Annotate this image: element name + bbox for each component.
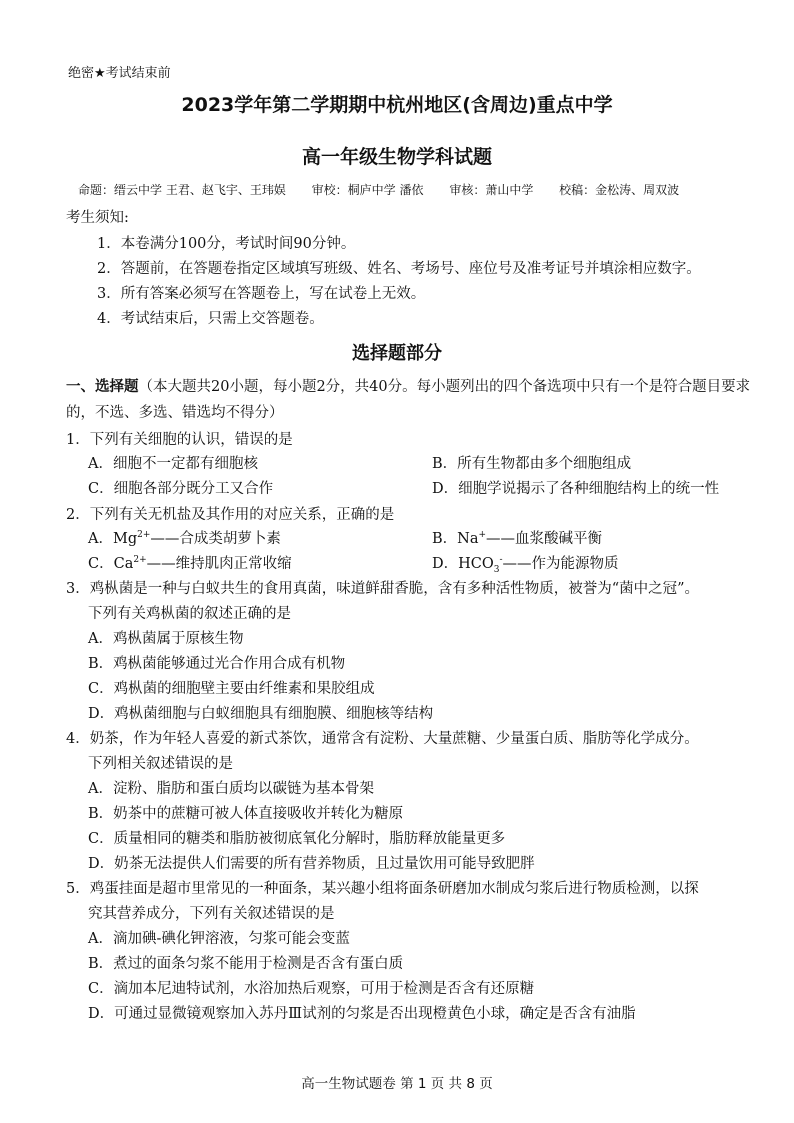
option-d: D．可通过显微镜观察加入苏丹Ⅲ试剂的匀浆是否出现橙黄色小球，确定是否含有油脂 (88, 1006, 636, 1022)
question-stem-cont: 究其营养成分，下列有关叙述错误的是 (88, 906, 335, 922)
question-stem: 3．鸡枞菌是一种与白蚁共生的食用真菌，味道鲜甜香脆，含有多种活性物质，被誉为“菌中之冠”。 (66, 581, 700, 597)
notice-heading: 考生须知: (66, 210, 129, 226)
notice-item: 2．答题前，在答题卷指定区域填写班级、姓名、考场号、座位号及准考证号并填涂相应数字。 (97, 261, 701, 277)
option-d: D．$HCO_3^-——$作为能源物质 (432, 555, 619, 575)
question-stem-cont: 下列相关叙述错误的是 (88, 756, 233, 772)
author-reviewer: 审校：桐庐中学 潘依 (311, 183, 424, 197)
author-proofreader: 校稿：金松涛、周双波 (559, 183, 680, 197)
notice-item: 4．考试结束后，只需上交答题卷。 (97, 311, 324, 327)
question-stem: 2．下列有关无机盐及其作用的对应关系，正确的是 (66, 507, 395, 523)
option-c: C．细胞各部分既分工又合作 (88, 481, 274, 497)
option-a: A．$Mg^{2+}——$合成类胡萝卜素 (88, 530, 281, 547)
option-c: C．$Ca^{2+}——$维持肌肉正常收缩 (88, 555, 292, 572)
option-d: D．细胞学说揭示了各种细胞结构上的统一性 (432, 481, 720, 497)
option-d: D．奶茶无法提供人们需要的所有营养物质，且过量饮用可能导致肥胖 (88, 856, 535, 872)
option-a: A．淀粉、脂肪和蛋白质均以碳链为基本骨架 (88, 781, 374, 797)
authors-line (78, 181, 701, 198)
option-b: B．煮过的面条匀浆不能用于检测是否含有蛋白质 (88, 956, 404, 972)
question-stem: 5．鸡蛋挂面是超市里常见的一种面条，某兴趣小组将面条研磨加水制成匀浆后进行物质检测，以探 (66, 881, 699, 897)
question-stem-cont: 下列有关鸡枞菌的叙述正确的是 (88, 606, 291, 622)
question-stem: 4．奶茶，作为年轻人喜爱的新式茶饮，通常含有淀粉、大量蔗糖、少量蛋白质、脂肪等化学成分。 (66, 731, 699, 747)
option-a: A．鸡枞菌属于原核生物 (88, 631, 244, 647)
confidential-mark: 绝密★考试结束前 (68, 66, 171, 81)
part-label: 一、选择题 (66, 379, 139, 395)
exam-subtitle: 高一年级生物学科试题 (301, 146, 492, 168)
option-b: B．Na+——血浆酸碱平衡 (432, 530, 603, 547)
notice-item: 3．所有答案必须写在答题卷上，写在试卷上无效。 (97, 286, 426, 302)
option-a: A．细胞不一定都有细胞核 (88, 456, 258, 472)
option-a: A．滴加碘-碘化钾溶液，匀浆可能会变蓝 (88, 931, 350, 947)
option-b: B．奶茶中的蔗糖可被人体直接吸收并转化为糖原 (88, 806, 404, 822)
option-c: C．质量相同的糖类和脂肪被彻底氧化分解时，脂肪释放能量更多 (88, 831, 506, 847)
notice-item: 1．本卷满分100分，考试时间90分钟。 (97, 236, 356, 252)
option-b: B．所有生物都由多个细胞组成 (432, 456, 632, 472)
section-title: 选择题部分 (352, 343, 442, 364)
option-d: D．鸡枞菌细胞与白蚁细胞具有细胞膜、细胞核等结构 (88, 706, 434, 722)
part-heading (66, 374, 766, 426)
option-b: B．鸡枞菌能够通过光合作用合成有机物 (88, 656, 346, 672)
question-stem: 1．下列有关细胞的认识，错误的是 (66, 432, 293, 448)
option-c: C．鸡枞菌的细胞壁主要由纤维素和果胶组成 (88, 681, 375, 697)
part-description: （本大题共20小题，每小题2分，共40分。每小题列出的四个备选项中只有一个是符合题目要求的，不选、多选、错选均不得分） (66, 379, 751, 421)
option-c: C．滴加本尼迪特试剂，水浴加热后观察，可用于检测是否含有还原糖 (88, 981, 535, 997)
exam-title: 2023学年第二学期期中杭州地区(含周边)重点中学 (181, 94, 613, 116)
author-proposer: 命题：缙云中学 王君、赵飞宇、王玮娱 (78, 183, 286, 197)
author-checker: 审核：萧山中学 (449, 183, 534, 197)
page-footer: 高一生物试题卷 第 1 页 共 8 页 (301, 1076, 493, 1092)
